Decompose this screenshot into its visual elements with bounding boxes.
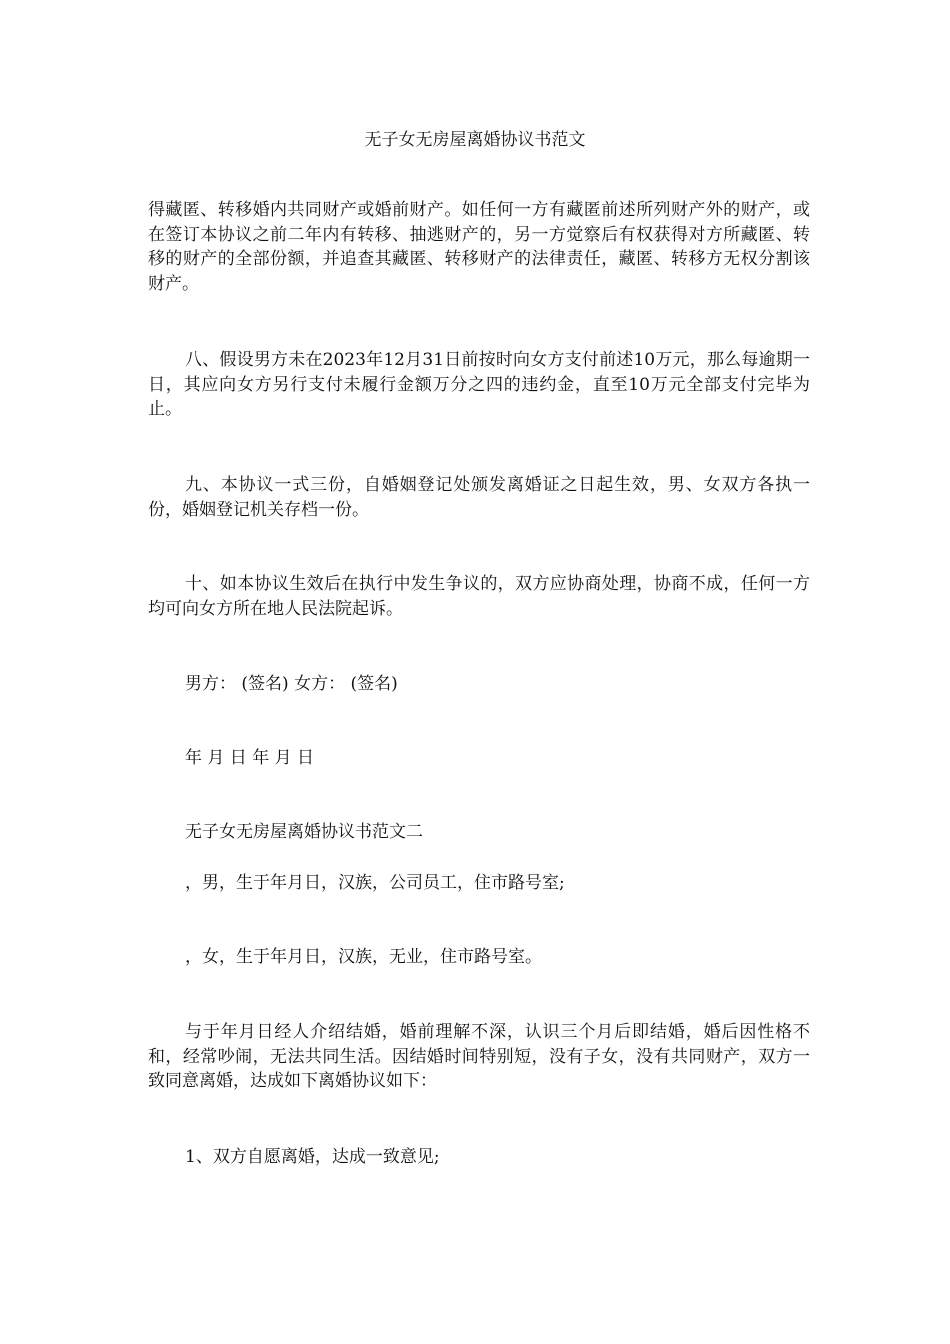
paragraph-clause-8: 八、假设男方未在2023年12月31日前按时向女方支付前述10万元，那么每逾期一日，其应向女方另行支付未履行金额万分之四的违约金，直至10万元全部支付完毕为止。	[148, 350, 810, 419]
paragraph-clause-9: 九、本协议一式三份，自婚姻登记处颁发离婚证之日起生效，男、女双方各执一份，婚姻登记机关存档一份。	[148, 475, 810, 520]
paragraph-male-party: ，男，生于年月日，汉族，公司员工，住市路号室;	[185, 873, 565, 893]
paragraph-clause-1: 1、双方自愿离婚，达成一致意见;	[185, 1147, 440, 1167]
paragraph-clause-10: 十、如本协议生效后在执行中发生争议的，双方应协商处理，协商不成，任何一方均可向女方所在地人民法院起诉。	[148, 574, 810, 619]
signature-line: 男方： (签名) 女方： (签名)	[185, 674, 398, 694]
section-heading-two: 无子女无房屋离婚协议书范文二	[185, 822, 423, 842]
document-title: 无子女无房屋离婚协议书范文	[364, 130, 586, 150]
paragraph-female-party: ，女，生于年月日，汉族，无业，住市路号室。	[185, 947, 542, 967]
paragraph-property-concealment: 得藏匿、转移婚内共同财产或婚前财产。如任何一方有藏匿前述所列财产外的财产，或在签订本协议之前二年内有转移、抽逃财产的，另一方觉察后有权获得对方所藏匿、转移的财产的全部份额，并追查其藏匿、转移财产的法律责任，藏匿、转移方无权分割该财产。	[148, 200, 810, 294]
paragraph-marriage-background: 与于年月日经人介绍结婚，婚前理解不深，认识三个月后即结婚，婚后因性格不和，经常吵闹，无法共同生活。因结婚时间特别短，没有子女，没有共同财产，双方一致同意离婚，达成如下离婚协议如下：	[148, 1022, 810, 1091]
date-line: 年 月 日 年 月 日	[185, 748, 315, 768]
